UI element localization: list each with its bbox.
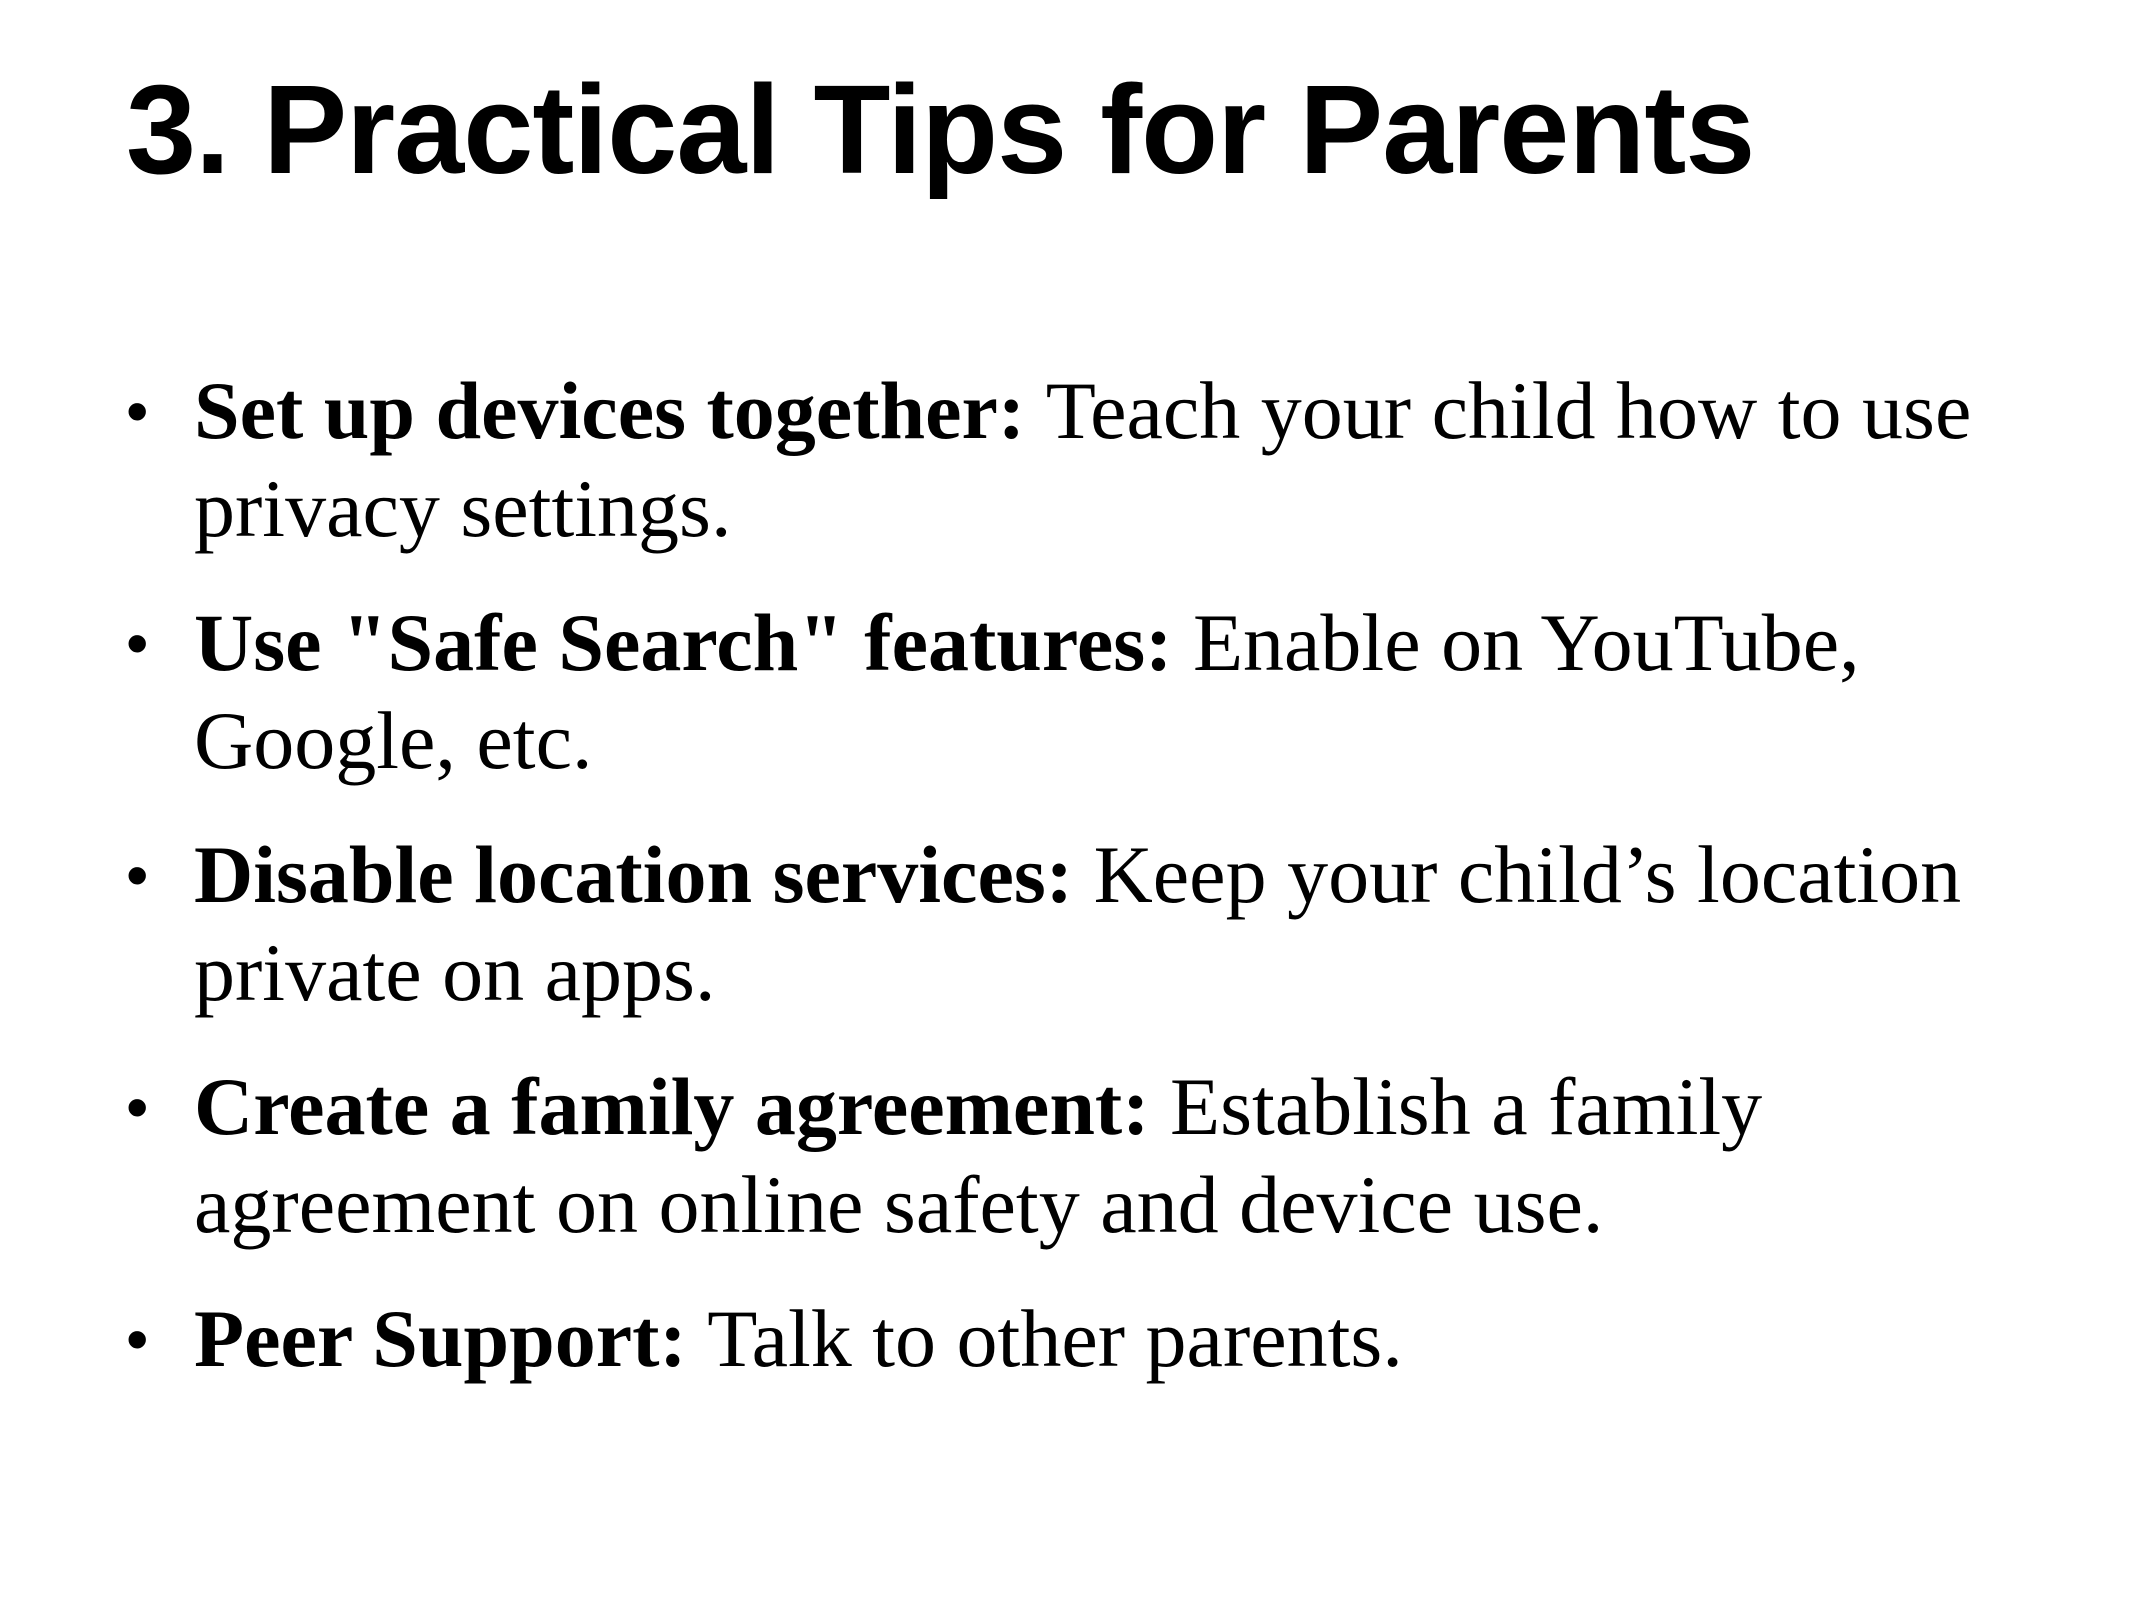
tip-description: Establish a family agreement on online safety and device use. xyxy=(194,1061,1763,1250)
tip-item xyxy=(126,1058,2026,1254)
tip-item xyxy=(126,362,2026,558)
tip-term: Set up devices together: xyxy=(194,365,1046,456)
tip-description: Talk to other parents. xyxy=(707,1293,1403,1384)
tip-description: Keep your child’s location private on apps. xyxy=(194,829,1962,1018)
tip-term: Peer Support: xyxy=(194,1293,708,1384)
tip-description: Teach your child how to use privacy settings. xyxy=(194,365,1972,554)
bullet-icon: • xyxy=(126,1071,149,1143)
tip-item xyxy=(126,1290,2026,1388)
tip-item xyxy=(126,594,2026,790)
tip-term: Create a family agreement: xyxy=(194,1061,1171,1152)
slide-title: 3. Practical Tips for Parents xyxy=(126,59,1755,200)
tip-description: Enable on YouTube, Google, etc. xyxy=(194,597,1860,786)
tip-term: Use "Safe Search" features: xyxy=(194,597,1193,688)
bullet-icon: • xyxy=(126,607,149,679)
bullet-icon: • xyxy=(126,1303,149,1375)
bullet-icon: • xyxy=(126,375,149,447)
tip-item xyxy=(126,826,2026,1022)
tip-term: Disable location services: xyxy=(194,829,1094,920)
tips-list xyxy=(126,362,2026,1424)
bullet-icon: • xyxy=(126,839,149,911)
